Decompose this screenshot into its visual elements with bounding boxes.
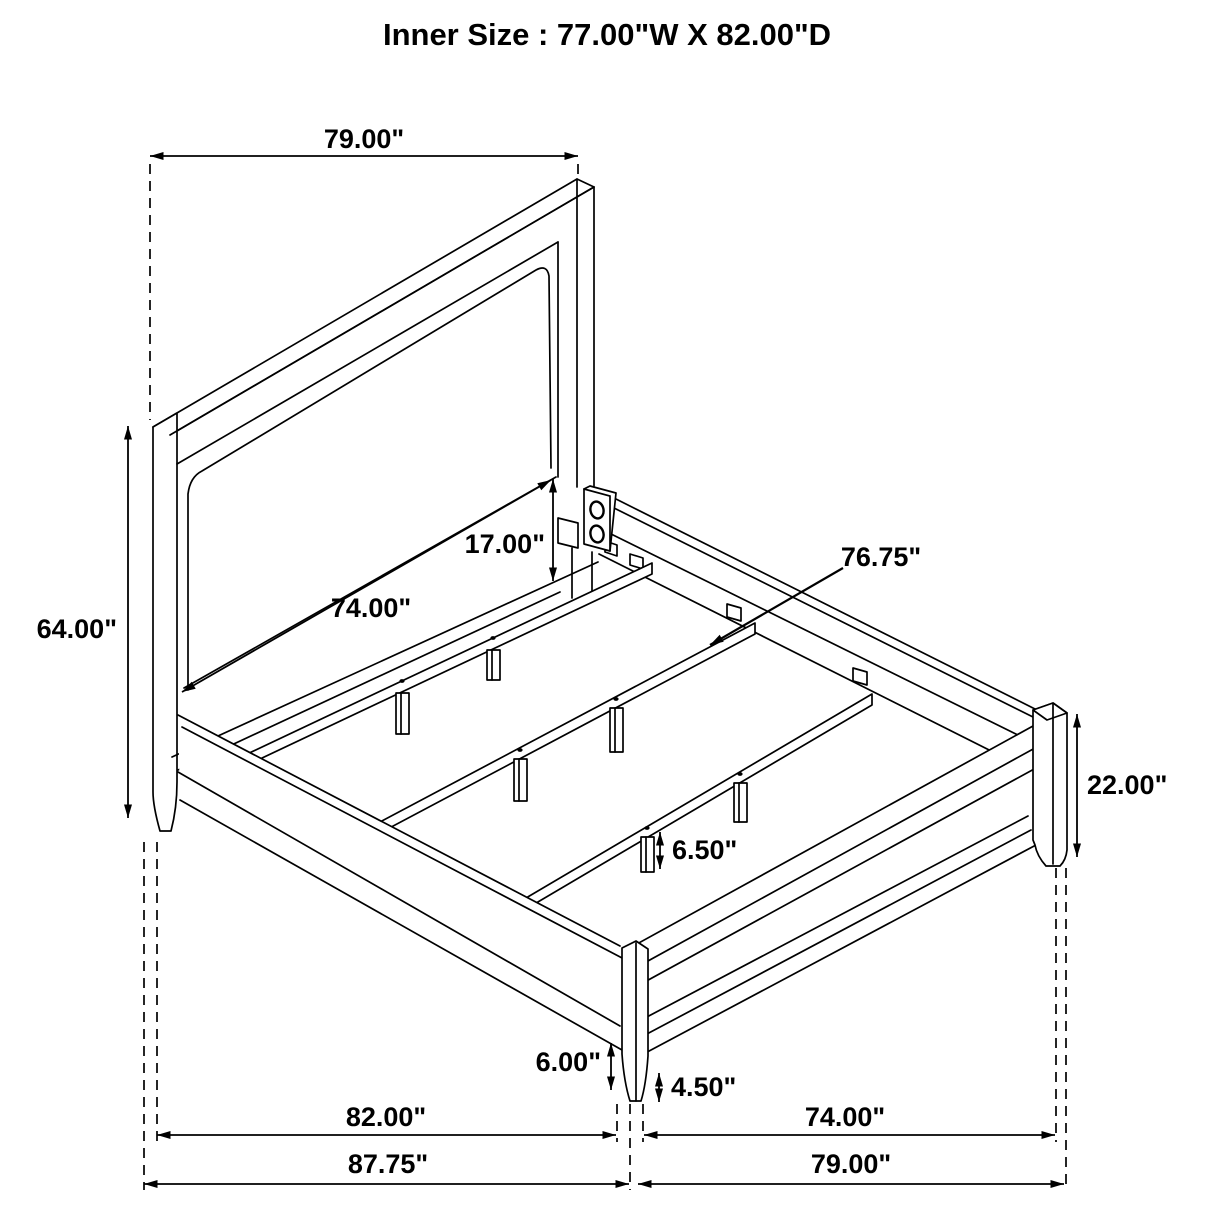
slat-leg [487,650,500,680]
headboard-left-post [153,413,177,831]
label-footboard-height: 22.00" [1087,770,1168,800]
label-footboard-clearance: 4.50" [671,1072,737,1102]
footboard-right-post [1033,703,1067,866]
label-slat-leg-height: 6.50" [672,835,738,865]
label-panel-width: 74.00" [330,593,412,623]
label-headboard-width: 79.00" [323,124,405,154]
label-rail-depth: 82.00" [345,1102,427,1132]
slat-leg [734,783,747,822]
label-rail-clearance: 6.00" [535,1047,601,1077]
screw-hole [737,772,742,776]
label-overall-depth: 87.75" [347,1149,429,1179]
slat-hook [727,604,741,621]
slat-leg [514,759,527,801]
label-footboard-inner-width: 74.00" [804,1102,886,1132]
slat-leg [641,837,654,872]
footboard-left-leg [622,941,648,1101]
screw-hole [644,826,649,830]
slat-leg [610,708,623,752]
rail-bracket [584,486,616,551]
slat-hook [853,668,867,685]
label-footboard-width: 79.00" [810,1149,892,1179]
label-panel-offset: 17.00" [464,529,545,559]
screw-hole [490,636,495,640]
label-headboard-height: 64.00" [36,614,117,644]
screw-hole [399,679,404,683]
diagram-title: Inner Size : 77.00"W X 82.00"D [382,17,832,52]
screw-hole [517,748,522,752]
headboard-cleat [558,518,578,548]
label-slat-length: 76.75" [840,542,922,572]
slat-leg [396,693,409,734]
screw-hole [613,697,618,701]
